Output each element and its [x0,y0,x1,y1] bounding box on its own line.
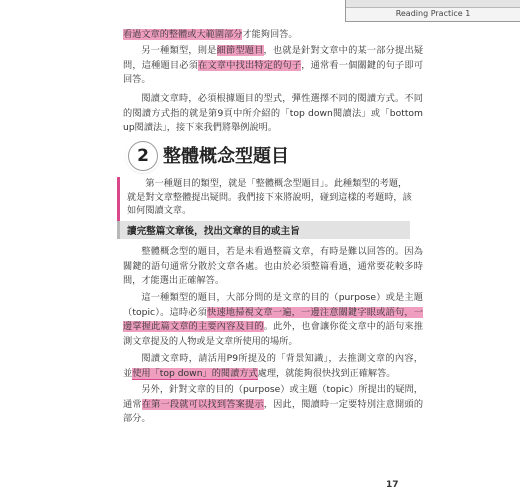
page-number: 17 [386,480,399,490]
paragraph-text: ，通常看一個關鍵的句子即可回答。 [123,59,424,86]
header-band [346,0,520,8]
intro-text: 第一種題目的類型，就是「整體概念型題目」。此種類型的考題，就是對文章整體提出疑問。我們接下來將說明，碰到這樣的考題時，該如何閱讀文章。 [127,178,412,217]
header-label: Reading Practice 1 [395,9,471,18]
paragraph-text: 。此外，也會讓你從文章中的語句來推測文章提及的人物或是文章所使用的場所。 [123,321,424,347]
intro-accent-bar [117,177,120,227]
body-paragraph-3 [123,352,423,381]
subheading-band [117,221,410,239]
paragraph-text: ，也就是針對文章中的某一部分提出疑問，這種題目必須 [123,45,424,71]
paragraph-text: 另外，針對文章的目的（purpose）或主題（topic）所提出的疑問，通常 [123,384,423,410]
highlight-text: 細節型題目 [216,45,264,56]
paragraph-text: 處理，就能夠很快找到正確解答。 [257,367,396,379]
paragraph-continued [123,28,423,43]
highlight-text: 快速地掃視文章一遍，一邊注意關鍵字眼或語句，一邊掌握此篇文章的主要內容及目的 [123,306,424,333]
section-intro [117,177,412,227]
section-title: 整體概念型題目 [163,146,289,167]
subheading-accent-bar [117,221,120,239]
highlight-text: 在第一段就可以找到答案提示 [141,398,264,410]
body-paragraph-4 [123,383,423,427]
paragraph-detail-type [123,44,423,88]
subheading-text: 讀完整篇文章後，找出文章的目的或主旨 [127,226,300,237]
highlight-text: 在文章中找出特定的句子 [198,59,302,71]
body-paragraph-2 [123,291,423,349]
paragraph-text: 才能夠回答。 [242,29,298,40]
running-header [345,0,520,22]
paragraph-text: 這一種類型的題目，大部分問的是文章的目的（purpose）或是主題（topic）。這時必須 [123,292,423,318]
paragraph-text: ，因此，閱讀時一定要特別注意開頭的部分。 [123,398,424,425]
paragraph-reading-methods: 閱讀文章時，必須根據題目的型式，彈性選擇不同的閱讀方式。不同的閱讀方式指的就是第9頁中所介紹的「top down閱讀法」或「bottom up閱讀法」，接下來我們將舉例說明。 [123,93,423,134]
section-number-badge: 2 [128,141,158,171]
paragraph-text: 另一種類型，則是 [141,45,217,56]
paragraph-text: 閱讀文章時，請活用P9所提及的「背景知識」，去推測文章的內容，並 [123,353,423,379]
body-paragraph-1: 整體概念型的題目，若是未看過整篇文章，有時是難以回答的。因為關鍵的語句通常分散於文章各處。也由於必須整篇看過，通常要花較多時間，才能選出正確解答。 [123,246,423,287]
highlight-text: 使用「top down」的閱讀方式 [132,367,258,379]
highlight-text: 看過文章的整體或大範圍部分 [123,29,243,40]
